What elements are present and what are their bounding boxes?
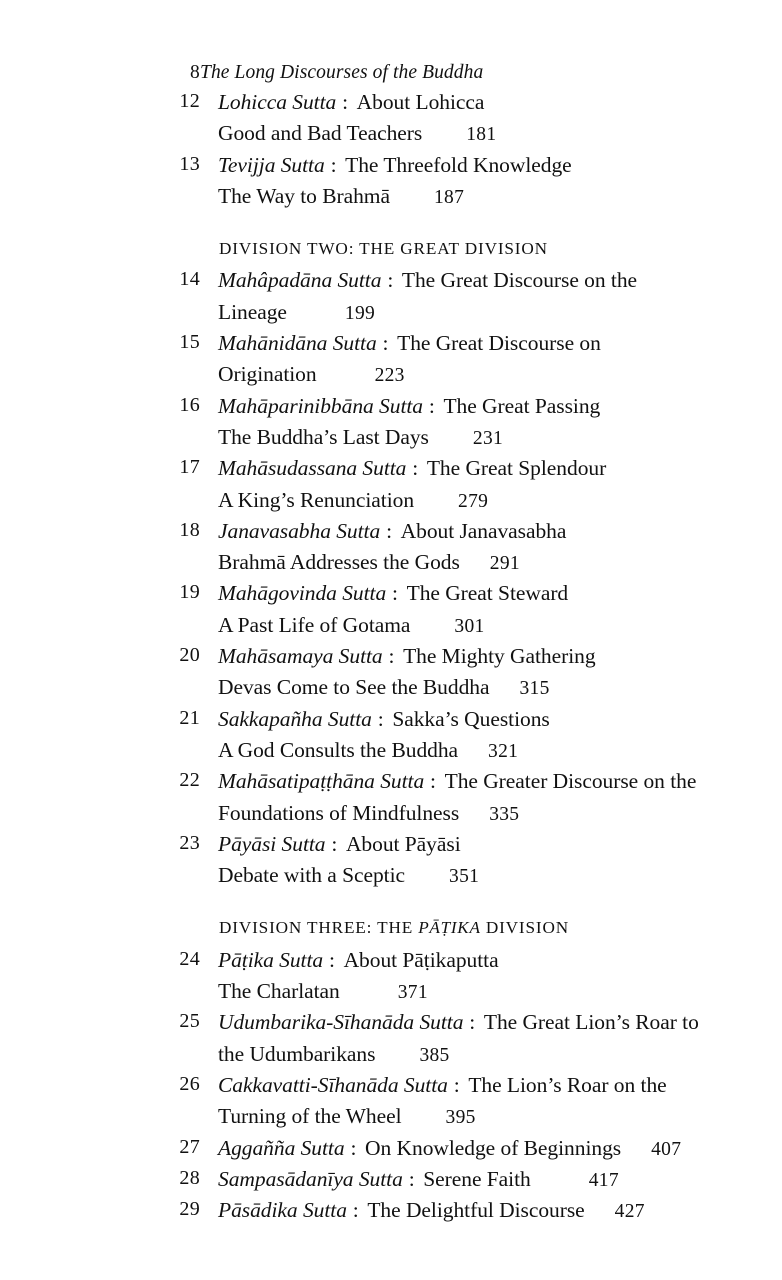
toc-entry-colon: : [382, 644, 404, 669]
toc-entry[interactable] [0, 1073, 782, 1136]
toc-entry-subtitle: Origination 223 [218, 362, 405, 387]
toc-entry-subtitle: the Udumbarikans 385 [218, 1041, 450, 1066]
toc-entry-colon: : [402, 1166, 424, 1191]
toc-entry-colon: : [447, 1072, 469, 1097]
toc-entry[interactable] [0, 456, 782, 519]
toc-entry-subtitle: The Buddha’s Last Days 231 [218, 424, 504, 449]
toc-entry-subtitle: Good and Bad Teachers 181 [218, 121, 497, 146]
toc-entry-number: 19 [179, 581, 200, 604]
toc-entry-number: 18 [179, 518, 200, 541]
toc-entry-title [218, 948, 499, 973]
toc-entry-colon: : [324, 152, 346, 177]
toc-entry-title-line [0, 153, 782, 184]
toc-entry-pali-title: Pāsādika Sutta [218, 1198, 347, 1223]
toc-entry-pali-title: Janavasabha Sutta [218, 518, 381, 543]
toc-entry[interactable] [0, 519, 782, 582]
toc-entry[interactable] [0, 1136, 782, 1167]
division-heading-pali: PĀṬIKA [418, 918, 481, 938]
toc-entry-number: 24 [179, 947, 200, 970]
toc-entry[interactable] [0, 153, 782, 216]
toc-entry-title-line [0, 331, 782, 362]
toc-entry-subtitle: The Way to Brahmā 187 [218, 183, 465, 208]
toc-entry-page-number: 279 [458, 490, 489, 512]
toc-entry-number: 22 [179, 769, 200, 792]
toc-entry[interactable] [0, 581, 782, 644]
toc-entry-pali-title: Pāyāsi Sutta [218, 831, 326, 856]
toc-entry-page-number: 417 [588, 1169, 619, 1191]
toc-entry-page-number: 199 [344, 302, 376, 324]
toc-entry-number: 25 [179, 1010, 200, 1033]
toc-entry-title [218, 832, 461, 857]
toc-entry-page-number: 351 [449, 866, 480, 888]
toc-entry-page-number: 301 [454, 615, 485, 637]
toc-entry-title-line [0, 644, 782, 675]
toc-entry-page-number: 291 [489, 553, 520, 575]
toc-entry-colon: : [344, 1135, 366, 1160]
toc-entry-title-line [0, 456, 782, 487]
toc-entry-colon: : [423, 393, 444, 418]
division-heading-suffix: DIVISION [480, 918, 569, 938]
toc-entry-title [218, 90, 484, 115]
toc-entry-english-title: About Janavasabha [400, 518, 567, 543]
toc-entry-title [218, 769, 696, 794]
toc-entry-english-title: About Pāyāsi [345, 831, 461, 856]
running-head [0, 62, 782, 88]
toc-entry-colon: : [381, 268, 402, 293]
toc-entry-subtitle-line [0, 613, 782, 644]
toc-entry-english-title: The Great Splendour [426, 456, 607, 481]
toc-entry-title [218, 268, 637, 293]
toc-entry[interactable] [0, 769, 782, 832]
toc-entry-subtitle: Foundations of Mindfulness 335 [218, 800, 520, 825]
toc-entry[interactable] [0, 90, 782, 153]
toc-entry-pali-title: Mahâpadāna Sutta [218, 268, 382, 293]
toc-entry-colon: : [346, 1198, 368, 1223]
toc-entry[interactable] [0, 268, 782, 331]
division-two-heading [0, 237, 782, 268]
toc-entry-pali-title: Udumbarika-Sīhanāda Sutta [218, 1010, 464, 1035]
toc-entry-subtitle: Lineage 199 [218, 299, 376, 324]
toc-entry-number: 26 [179, 1072, 200, 1095]
toc-entry-title-line [0, 769, 782, 800]
toc-entry-pali-title: Mahāsatipaṭṭhāna Sutta [218, 769, 425, 794]
toc-entry-page-number: 385 [419, 1044, 450, 1066]
toc-entry-subtitle-line [0, 550, 782, 581]
toc-entry-page-number: 371 [397, 982, 428, 1004]
toc-entry-title-line [0, 1073, 782, 1104]
toc-entry-number: 20 [179, 644, 200, 667]
toc-entry[interactable] [0, 1010, 782, 1073]
toc-entry-page-number: 187 [433, 186, 465, 208]
toc-entry-subtitle: A King’s Renunciation 279 [218, 487, 489, 512]
toc-entry-subtitle-line [0, 979, 782, 1010]
toc-entry-number: 16 [179, 393, 200, 416]
toc-entry[interactable] [0, 331, 782, 394]
toc-entry-colon: : [424, 769, 445, 794]
division-heading-label [219, 918, 569, 938]
toc-entry-subtitle: Turning of the Wheel 395 [218, 1104, 476, 1129]
toc-entry[interactable] [0, 707, 782, 770]
toc-entry-subtitle: A God Consults the Buddha 321 [218, 737, 519, 762]
toc-entry-pali-title: Aggañña Sutta [218, 1135, 345, 1160]
toc-entry-page-number: 223 [374, 365, 405, 387]
toc-entry-page-number: 407 [651, 1138, 682, 1160]
toc-entry-colon: : [376, 331, 398, 356]
toc-entry-subtitle-line [0, 184, 782, 215]
toc-entry-pali-title: Sakkapañha Sutta [218, 706, 372, 731]
toc-entry-subtitle-line [0, 1104, 782, 1135]
toc-entry-pali-title: Cakkavatti-Sīhanāda Sutta [218, 1072, 448, 1097]
toc-entry[interactable] [0, 1198, 782, 1229]
toc-entry-english-title: Sakka’s Questions [392, 706, 550, 731]
toc-entry-title [218, 1010, 699, 1035]
toc-entry-subtitle-line [0, 121, 782, 152]
toc-entry[interactable] [0, 832, 782, 895]
toc-entry-title-line [0, 268, 782, 299]
toc-entry-english-title: The Great Discourse on the [401, 268, 638, 293]
toc-entry-page-number: 315 [519, 678, 550, 700]
division-heading-label: DIVISION TWO: THE GREAT DIVISION [219, 239, 548, 259]
toc-entry-colon: : [386, 581, 407, 606]
table-of-contents [0, 90, 782, 1229]
toc-entry[interactable] [0, 394, 782, 457]
toc-entry-colon: : [463, 1010, 484, 1035]
toc-entry-title [218, 331, 601, 356]
toc-entry-title-line [0, 581, 782, 612]
toc-entry[interactable] [0, 1167, 782, 1198]
toc-entry-subtitle-line [0, 362, 782, 393]
toc-entry-english-title: The Great Lion’s Roar to [483, 1010, 699, 1035]
toc-entry-pali-title: Lohicca Sutta [218, 90, 337, 114]
toc-entry-number: 12 [179, 90, 200, 112]
toc-entry-subtitle: A Past Life of Gotama 301 [218, 612, 485, 637]
toc-entry-title-line [0, 90, 782, 121]
toc-entry-english-title: The Great Discourse on [397, 331, 601, 356]
toc-entry-english-title: The Lion’s Roar on the [468, 1072, 667, 1097]
toc-entry-number: 13 [179, 152, 200, 175]
toc-entry-title [218, 1198, 645, 1223]
toc-entry-title [218, 519, 566, 544]
toc-entry-subtitle-line [0, 675, 782, 706]
toc-entry-subtitle-line [0, 488, 782, 519]
toc-entry-title [218, 707, 550, 732]
toc-entry-english-title: The Delightful Discourse [367, 1198, 585, 1223]
toc-entry-colon: : [380, 518, 401, 543]
toc-entry-title-line [0, 1198, 782, 1229]
toc-entry-english-title: The Greater Discourse on the [444, 769, 697, 794]
toc-entry-number: 15 [179, 331, 200, 354]
toc-entry-title [218, 644, 596, 669]
toc-entry-page-number: 181 [466, 124, 497, 146]
toc-entry-pali-title: Mahāparinibbāna Sutta [218, 393, 423, 418]
toc-entry-title [218, 1136, 681, 1161]
toc-entry-title [218, 1167, 619, 1192]
toc-entry-subtitle: The Charlatan 371 [218, 979, 428, 1004]
toc-entry-colon: : [371, 706, 393, 731]
toc-entry-page-number: 231 [472, 427, 504, 449]
toc-entry-pali-title: Tevijja Sutta [218, 152, 325, 177]
toc-entry-title-line [0, 707, 782, 738]
division-three-heading [0, 916, 782, 947]
toc-entry-number: 23 [179, 831, 200, 854]
toc-entry-subtitle: Devas Come to See the Buddha 315 [218, 675, 550, 700]
toc-entry-subtitle-line [0, 1042, 782, 1073]
toc-entry-pali-title: Sampasādanīya Sutta [218, 1166, 403, 1191]
toc-entry-english-title: About Lohicca [356, 90, 485, 114]
toc-entry-title-line [0, 948, 782, 979]
toc-entry-subtitle-line [0, 425, 782, 456]
toc-entry-title [218, 153, 572, 178]
toc-entry-page-number: 321 [488, 740, 519, 762]
toc-entry-pali-title: Mahānidāna Sutta [218, 331, 377, 356]
toc-entry-subtitle-line [0, 863, 782, 894]
toc-entry-english-title: About Pāṭikaputta [343, 947, 499, 972]
toc-entry-pali-title: Mahāsamaya Sutta [218, 644, 383, 669]
toc-entry-english-title: The Mighty Gathering [403, 644, 596, 669]
toc-entry-title [218, 1073, 667, 1098]
toc-entry-pali-title: Mahāsudassana Sutta [218, 456, 407, 481]
toc-entry-title [218, 581, 568, 606]
toc-entry-title-line [0, 1167, 782, 1198]
toc-entry-subtitle-line [0, 738, 782, 769]
toc-entry-title-line [0, 519, 782, 550]
toc-entry-colon: : [336, 90, 357, 114]
toc-entry-title-line [0, 1136, 782, 1167]
toc-entry-colon: : [323, 947, 344, 972]
toc-entry-title [218, 394, 600, 419]
toc-entry-colon: : [406, 456, 427, 481]
toc-entry-number: 27 [179, 1135, 200, 1158]
toc-entry-subtitle: Debate with a Sceptic 351 [218, 863, 480, 888]
toc-entry-number: 28 [179, 1166, 200, 1189]
toc-entry-english-title: On Knowledge of Beginnings [365, 1135, 622, 1160]
toc-entry-english-title: Serene Faith [423, 1166, 531, 1191]
toc-entry-english-title: The Great Passing [443, 393, 601, 418]
section-spacer [0, 894, 782, 916]
toc-entry-subtitle-line [0, 801, 782, 832]
toc-entry-subtitle-line [0, 300, 782, 331]
toc-entry-page-number: 427 [614, 1201, 645, 1223]
toc-entry[interactable] [0, 644, 782, 707]
running-head-title: The Long Discourses of the Buddha [200, 62, 484, 83]
toc-entry-pali-title: Mahāgovinda Sutta [218, 581, 387, 606]
toc-entry-subtitle: Brahmā Addresses the Gods 291 [218, 550, 520, 575]
toc-entry[interactable] [0, 948, 782, 1011]
toc-entry-english-title: The Great Steward [406, 581, 569, 606]
toc-entry-number: 17 [179, 456, 200, 479]
toc-entry-title-line [0, 832, 782, 863]
toc-entry-pali-title: Pāṭika Sutta [218, 947, 324, 972]
toc-entry-page-number: 395 [445, 1107, 476, 1129]
toc-entry-number: 21 [179, 706, 200, 729]
running-head-folio: 8 [190, 62, 200, 83]
division-heading-prefix: DIVISION THREE: THE [219, 918, 419, 938]
toc-entry-number: 29 [179, 1198, 200, 1221]
toc-entry-page-number: 335 [489, 803, 520, 825]
toc-entry-title [218, 456, 606, 481]
toc-entry-title-line [0, 394, 782, 425]
toc-entry-number: 14 [179, 268, 200, 291]
toc-entry-title-line [0, 1010, 782, 1041]
toc-entry-english-title: The Threefold Knowledge [345, 152, 572, 177]
section-spacer [0, 215, 782, 237]
toc-entry-colon: : [325, 831, 346, 856]
